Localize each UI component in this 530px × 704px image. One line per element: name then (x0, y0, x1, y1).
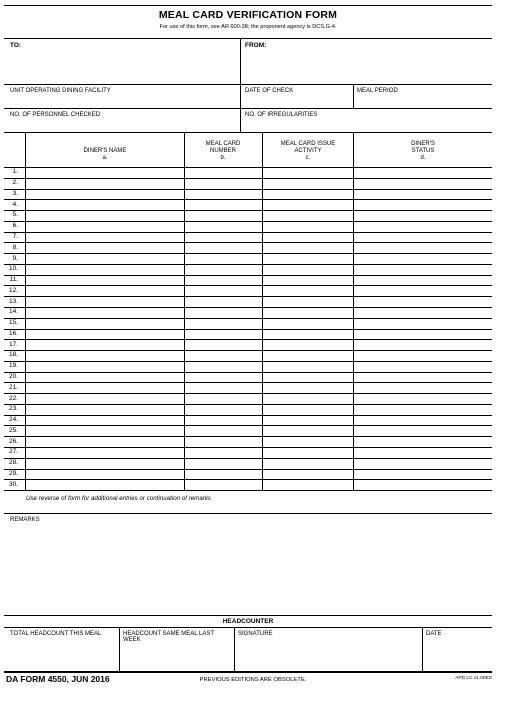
diners-status-cell[interactable] (354, 222, 491, 231)
row-number: 27. (8, 448, 18, 456)
table-row (4, 447, 492, 458)
same-meal-field[interactable] (120, 628, 234, 671)
issue-activity-cell[interactable] (263, 243, 352, 252)
meal-period-label: MEAL PERIOD (357, 88, 398, 94)
meal-card-number-cell[interactable] (185, 286, 261, 295)
col-diners-name-label: DINER'S NAME (83, 148, 127, 154)
row-number: 20. (8, 373, 18, 380)
diners-status-cell[interactable] (354, 319, 491, 328)
table-row (4, 361, 492, 372)
meal-card-number-cell[interactable] (185, 340, 261, 349)
from-label: FROM: (245, 42, 267, 49)
meal-card-number-cell[interactable] (185, 351, 261, 360)
issue-activity-cell[interactable] (263, 448, 352, 457)
table-row (4, 285, 492, 296)
remarks-field[interactable] (4, 514, 492, 615)
meal-card-number-cell[interactable] (185, 179, 261, 188)
date-field[interactable] (423, 628, 492, 671)
meal-card-number-cell[interactable] (185, 222, 261, 231)
row-number: 30. (8, 480, 18, 488)
table-row (4, 479, 492, 490)
row-number: 14. (8, 308, 18, 316)
meal-card-number-cell[interactable] (185, 297, 261, 306)
to-label: TO: (10, 42, 22, 49)
table-row (4, 339, 492, 350)
col-diners-status-label: DINER'S STATUS (411, 141, 435, 154)
issue-activity-cell[interactable] (263, 351, 352, 360)
row-number: 7. (12, 232, 18, 240)
table-row (4, 189, 492, 200)
diners-status-cell[interactable] (354, 405, 491, 414)
row-number: 22. (8, 394, 18, 402)
diners-status-cell[interactable] (354, 383, 491, 392)
row-number: 15. (8, 319, 18, 327)
diners-name-cell[interactable] (26, 351, 183, 360)
row-number: 6. (12, 222, 18, 230)
meal-card-number-cell[interactable] (185, 459, 261, 468)
meal-card-number-cell[interactable] (185, 265, 261, 274)
diners-name-cell[interactable] (26, 190, 183, 199)
diners-name-cell[interactable] (26, 416, 183, 425)
issue-activity-cell[interactable] (263, 437, 352, 446)
issue-activity-cell[interactable] (263, 190, 352, 199)
irregularities-label: NO. OF IRREGULARITIES (245, 112, 318, 118)
meal-card-number-cell[interactable] (185, 416, 261, 425)
diners-status-cell[interactable] (354, 276, 491, 285)
row-number: 28. (8, 459, 18, 467)
col-meal-card-number-letter: b. (220, 155, 226, 161)
total-headcount-label: TOTAL HEADCOUNT THIS MEAL (10, 631, 102, 637)
table-row (4, 307, 492, 318)
diners-status-cell[interactable] (354, 308, 491, 317)
table-row (4, 210, 492, 221)
editions-notice: PREVIOUS EDITIONS ARE OBSOLETE. (199, 677, 307, 683)
diners-status-cell[interactable] (354, 297, 491, 306)
issue-activity-cell[interactable] (263, 233, 352, 242)
diners-status-cell[interactable] (354, 437, 491, 446)
diners-status-cell[interactable] (354, 373, 491, 382)
meal-card-number-cell[interactable] (185, 330, 261, 339)
diners-name-cell[interactable] (26, 480, 183, 489)
row-number: 11. (9, 276, 18, 284)
diners-status-cell[interactable] (354, 448, 491, 457)
row-number: 10. (8, 265, 18, 273)
meal-card-number-cell[interactable] (185, 233, 261, 242)
row-number: 12. (8, 286, 18, 294)
diners-name-cell[interactable] (26, 426, 183, 435)
meal-card-number-cell[interactable] (185, 190, 261, 199)
table-row (4, 253, 492, 264)
table-row (4, 415, 492, 426)
meal-card-number-cell[interactable] (185, 243, 261, 252)
diners-status-cell[interactable] (354, 340, 491, 349)
total-headcount-field[interactable] (4, 628, 119, 671)
issue-activity-cell[interactable] (263, 480, 352, 489)
issue-activity-cell[interactable] (263, 394, 352, 403)
row-number: 3. (12, 189, 18, 197)
row-number: 26. (8, 437, 18, 445)
diners-name-cell[interactable] (26, 168, 183, 177)
diners-name-cell[interactable] (26, 437, 183, 446)
issue-activity-cell[interactable] (263, 286, 352, 295)
row-number: 24. (8, 416, 18, 424)
meal-card-number-cell[interactable] (185, 480, 261, 489)
bottom-border (4, 671, 492, 673)
meal-card-number-cell[interactable] (185, 362, 261, 371)
table-row (4, 404, 492, 415)
issue-activity-cell[interactable] (263, 276, 352, 285)
issue-activity-cell[interactable] (263, 416, 352, 425)
form-title: MEAL CARD VERIFICATION FORM (158, 9, 338, 21)
remarks-label: REMARKS (10, 517, 40, 523)
diners-status-cell[interactable] (354, 243, 491, 252)
row-number: 21. (8, 383, 18, 391)
table-row (4, 350, 492, 361)
table-row (4, 372, 492, 383)
diners-name-cell[interactable] (26, 330, 183, 339)
meal-card-number-cell[interactable] (185, 394, 261, 403)
issue-activity-cell[interactable] (263, 405, 352, 414)
meal-card-number-cell[interactable] (185, 448, 261, 457)
row-number: 4. (12, 200, 18, 208)
diners-status-cell[interactable] (354, 459, 491, 468)
diners-status-cell[interactable] (354, 362, 491, 371)
col-diners-status-letter: d. (420, 155, 426, 161)
issue-activity-cell[interactable] (263, 426, 352, 435)
diners-name-cell[interactable] (26, 211, 183, 220)
issue-activity-cell[interactable] (263, 168, 352, 177)
diners-name-cell[interactable] (26, 373, 183, 382)
meal-card-number-cell[interactable] (185, 276, 261, 285)
diners-name-cell[interactable] (26, 233, 183, 242)
meal-card-number-cell[interactable] (185, 437, 261, 446)
date-label: DATE (426, 631, 442, 637)
issue-activity-cell[interactable] (263, 373, 352, 382)
row-number: 5. (12, 211, 18, 219)
unit-label: UNIT OPERATING DINING FACILITY (10, 88, 111, 94)
issue-activity-cell[interactable] (263, 308, 352, 317)
form-subtitle: For use of this form, see AR 600-38; the proponent agency is DCS,G-4. (159, 24, 337, 30)
diners-status-cell[interactable] (354, 394, 491, 403)
meal-card-number-cell[interactable] (185, 383, 261, 392)
diners-name-cell[interactable] (26, 448, 183, 457)
diners-name-cell[interactable] (26, 286, 183, 295)
table-row (4, 264, 492, 275)
table-row (4, 275, 492, 286)
row-number: 25. (8, 426, 18, 434)
table-row (4, 242, 492, 253)
issue-activity-cell[interactable] (263, 470, 352, 479)
diners-status-cell[interactable] (354, 190, 491, 199)
meal-card-number-cell[interactable] (185, 254, 261, 263)
table-row (4, 296, 492, 307)
same-meal-label: HEADCOUNT SAME MEAL LAST WEEK (123, 631, 214, 643)
issue-activity-cell[interactable] (263, 330, 352, 339)
diners-name-cell[interactable] (26, 243, 183, 252)
diners-name-cell[interactable] (26, 319, 183, 328)
headcounter-title: HEADCOUNTER (222, 618, 274, 625)
diners-status-cell[interactable] (354, 426, 491, 435)
meal-card-number-cell[interactable] (185, 405, 261, 414)
table-row (4, 393, 492, 404)
col-issue-activity-label: MEAL CARD ISSUE ACTIVITY (280, 141, 336, 154)
issue-activity-cell[interactable] (263, 340, 352, 349)
table-row (4, 221, 492, 232)
diners-name-cell[interactable] (26, 222, 183, 231)
diners-name-cell[interactable] (26, 362, 183, 371)
diners-name-cell[interactable] (26, 383, 183, 392)
row-number: 23. (8, 405, 18, 413)
row-number: 2. (12, 179, 18, 187)
row-divider (4, 490, 492, 491)
issue-activity-cell[interactable] (263, 383, 352, 392)
row-number: 29. (8, 469, 18, 477)
signature-label: SIGNATURE (238, 631, 273, 637)
table-row (4, 178, 492, 189)
diners-name-cell[interactable] (26, 470, 183, 479)
date-check-label: DATE OF CHECK (245, 88, 294, 94)
row-number: 13. (8, 297, 18, 305)
diners-status-cell[interactable] (354, 416, 491, 425)
diners-status-cell[interactable] (354, 168, 491, 177)
table-row (4, 199, 492, 210)
table-row (4, 232, 492, 243)
issue-activity-cell[interactable] (263, 459, 352, 468)
col-issue-activity-letter: c. (305, 155, 311, 161)
diners-status-cell[interactable] (354, 179, 491, 188)
issue-activity-cell[interactable] (263, 319, 352, 328)
diners-status-cell[interactable] (354, 211, 491, 220)
row-number: 17. (8, 340, 18, 348)
row-number: 9. (12, 254, 18, 262)
meal-card-number-cell[interactable] (185, 168, 261, 177)
diners-status-cell[interactable] (354, 265, 491, 274)
diners-name-cell[interactable] (26, 308, 183, 317)
issue-activity-cell[interactable] (263, 362, 352, 371)
diners-name-cell[interactable] (26, 265, 183, 274)
row-number: 8. (12, 243, 18, 251)
diners-name-cell[interactable] (26, 297, 183, 306)
issue-activity-cell[interactable] (263, 297, 352, 306)
row-number: 16. (8, 329, 18, 337)
issue-activity-cell[interactable] (263, 265, 352, 274)
diners-name-cell[interactable] (26, 340, 183, 349)
row-number: 18. (8, 351, 18, 359)
issue-activity-cell[interactable] (263, 211, 352, 220)
issue-activity-cell[interactable] (263, 200, 352, 209)
signature-field[interactable] (235, 628, 422, 671)
diners-status-cell[interactable] (354, 480, 491, 489)
diners-status-cell[interactable] (354, 200, 491, 209)
diners-status-cell[interactable] (354, 470, 491, 479)
meal-card-number-cell[interactable] (185, 426, 261, 435)
table-row (4, 382, 492, 393)
col-meal-card-number-label: MEAL CARD NUMBER (205, 141, 241, 154)
entries-table (4, 5, 492, 505)
diners-name-cell[interactable] (26, 179, 183, 188)
meal-card-number-cell[interactable] (185, 470, 261, 479)
row-number: 19. (8, 362, 18, 370)
diners-status-cell[interactable] (354, 330, 491, 339)
diners-name-cell[interactable] (26, 405, 183, 414)
col-diners-name-letter: a. (102, 155, 108, 161)
version-label: APD LC v1.00ES (455, 676, 492, 681)
meal-card-number-cell[interactable] (185, 319, 261, 328)
diners-name-cell[interactable] (26, 394, 183, 403)
continuation-note: Use reverse of form for additional entries or continuation of remarks (26, 495, 212, 502)
diners-name-cell[interactable] (26, 459, 183, 468)
personnel-label: NO. OF PERSONNEL CHECKED (10, 112, 101, 118)
issue-activity-cell[interactable] (263, 179, 352, 188)
table-row (4, 458, 492, 469)
diners-name-cell[interactable] (26, 254, 183, 263)
diners-status-cell[interactable] (354, 351, 491, 360)
table-row (4, 318, 492, 329)
table-row (4, 425, 492, 436)
issue-activity-cell[interactable] (263, 254, 352, 263)
diners-status-cell[interactable] (354, 254, 491, 263)
table-row (4, 167, 492, 178)
diners-name-cell[interactable] (26, 276, 183, 285)
meal-card-number-cell[interactable] (185, 308, 261, 317)
issue-activity-cell[interactable] (263, 222, 352, 231)
divider-headcounter (4, 615, 492, 616)
meal-card-number-cell[interactable] (185, 200, 261, 209)
diners-status-cell[interactable] (354, 286, 491, 295)
table-row (4, 329, 492, 340)
table-row (4, 469, 492, 480)
meal-card-number-cell[interactable] (185, 211, 261, 220)
diners-status-cell[interactable] (354, 233, 491, 242)
form-number: DA FORM 4550, JUN 2016 (6, 674, 110, 684)
row-number: 1. (12, 168, 18, 176)
diners-name-cell[interactable] (26, 200, 183, 209)
meal-card-number-cell[interactable] (185, 373, 261, 382)
table-row (4, 436, 492, 447)
